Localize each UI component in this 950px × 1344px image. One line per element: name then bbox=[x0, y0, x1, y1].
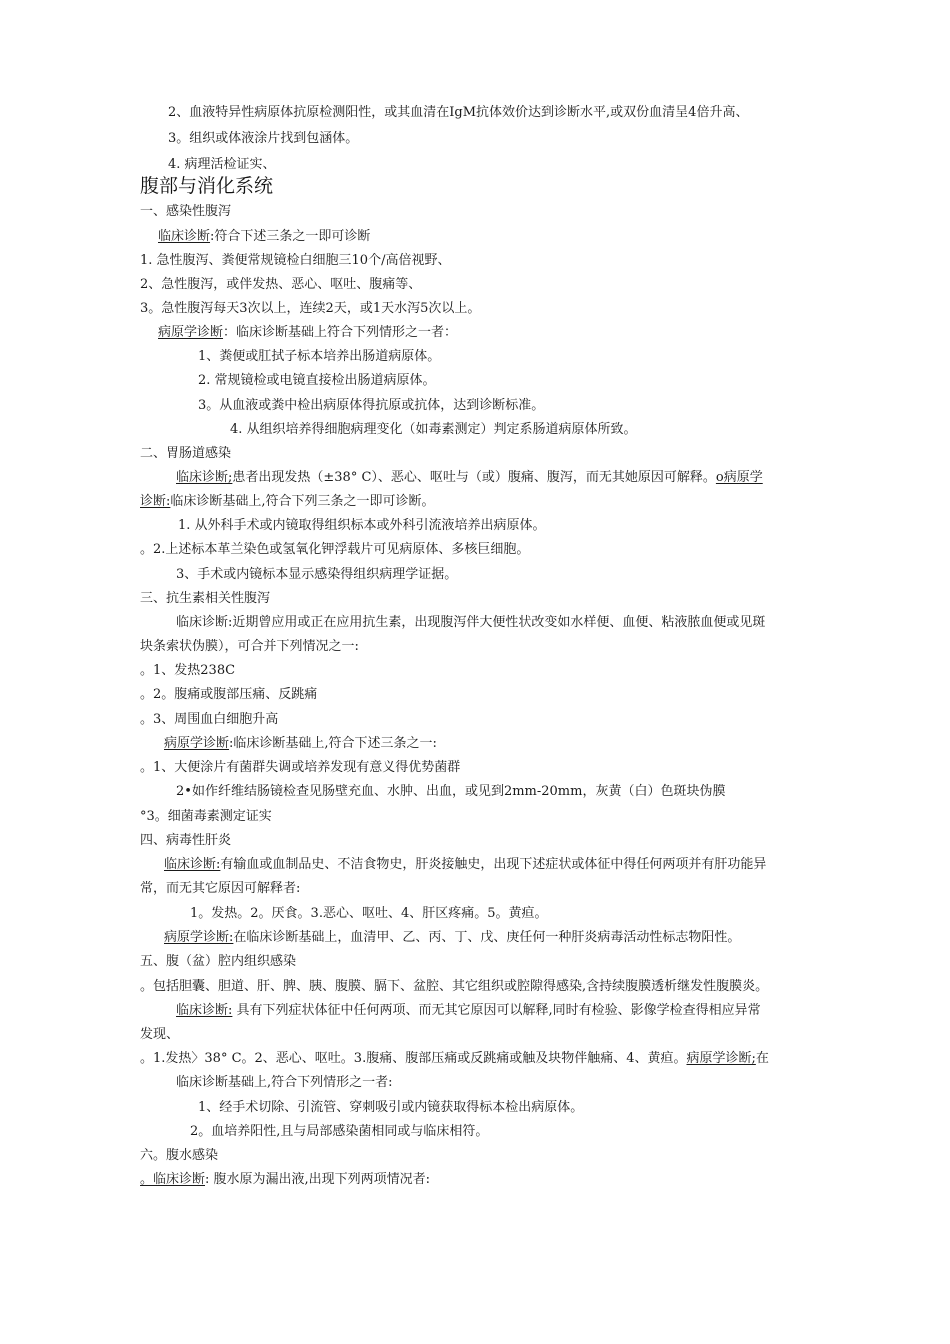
list-item: 。3、周围血白细胞升高 bbox=[140, 712, 279, 727]
clinical-diagnosis-line bbox=[164, 856, 766, 874]
list-item: 3、手术或内镜标本显示感染得组织病理学证据。 bbox=[176, 567, 458, 582]
clinical-diagnosis-label: 临床诊断: bbox=[176, 1003, 233, 1018]
clinical-diagnosis-label: 。临床诊断 bbox=[140, 1172, 206, 1187]
clinical-diagnosis-line: 临床诊断:近期曾应用或正在应用抗生素，出现腹泻伴大便性状改变如水样便、血便、粘液脓血便或见斑 bbox=[176, 615, 766, 630]
section-title: 腹部与消化系统 bbox=[140, 175, 274, 197]
pathogen-diagnosis-line: 临床诊断基础上,符合下列情形之一者: bbox=[176, 1075, 393, 1090]
text-line: 3。急性腹泻每天3次以上，连续2天，或1天水泻5次以上。 bbox=[140, 301, 481, 316]
symptom-line bbox=[140, 1050, 769, 1068]
pathogen-diagnosis-label-cont: 诊断: bbox=[140, 494, 171, 509]
pathogen-diagnosis-label: 病原学诊断; bbox=[686, 1051, 756, 1066]
clinical-diagnosis-line bbox=[176, 1002, 761, 1020]
clinical-diagnosis-line bbox=[140, 1171, 430, 1189]
clinical-diagnosis-line bbox=[176, 469, 763, 487]
section-heading: 四、病毒性肝炎 bbox=[140, 833, 232, 848]
clinical-diagnosis-text: 患者出现发热（±38° C）、恶心、呕吐与（或）腹痛、腹泻，而无其她原因可解释。 bbox=[232, 470, 716, 485]
list-item: 1、粪便或肛拭子标本培养出肠道病原体。 bbox=[198, 349, 441, 364]
clinical-diagnosis-label: 临床诊断: bbox=[164, 857, 221, 872]
pathogen-diagnosis-line bbox=[164, 929, 740, 947]
clinical-diagnosis-label: 临床诊断 bbox=[158, 229, 211, 244]
list-item: 。1、发热238C bbox=[140, 663, 236, 678]
clinical-diagnosis-line: 块条索状伪膜），可合并下列情况之一: bbox=[140, 639, 359, 654]
text-line: 4. 病理活检证实、 bbox=[168, 157, 276, 172]
pathogen-diagnosis-text: 在 bbox=[755, 1051, 769, 1066]
list-item: 3。从血液或粪中检出病原体得抗原或抗体，达到诊断标准。 bbox=[198, 398, 545, 413]
list-item: 。2.上述标本革兰染色或氢氧化钾浮载片可见病原体、多核巨细胞。 bbox=[140, 542, 530, 557]
list-item: 1、经手术切除、引流管、穿刺吸引或内镜获取得标本检出病原体。 bbox=[198, 1100, 584, 1115]
clinical-diagnosis-line bbox=[158, 228, 370, 246]
section-heading: 一、感染性腹泻 bbox=[140, 204, 232, 219]
clinical-diagnosis-line: 常，而无其它原因可解释者: bbox=[140, 881, 301, 896]
section-heading: 六。腹水感染 bbox=[140, 1148, 219, 1163]
pathogen-diagnosis-text: 临床诊断基础上,符合下列三条之一即可诊断。 bbox=[170, 494, 435, 509]
pathogen-diagnosis-label: 病原学诊断: bbox=[164, 930, 234, 945]
list-item: °3。细菌毒素测定证实 bbox=[140, 809, 272, 824]
symptom-text: 。1.发热〉38° C。2、恶心、呕吐。3.腹痛、腹部压痛或反跳痛或触及块物伴触痛、4、黄疸。 bbox=[140, 1051, 687, 1066]
pathogen-diagnosis-text: :临床诊断基础上,符合下述三条之一: bbox=[229, 736, 437, 751]
list-item: 1. 从外科手术或内镜取得组织标本或外科引流液培养出病原体。 bbox=[178, 518, 546, 533]
clinical-diagnosis-text: : 腹水原为漏出液,出现下列两项情况者: bbox=[205, 1172, 431, 1187]
text-line: 3。组织或体液涂片找到包涵体。 bbox=[168, 131, 359, 146]
list-item: 1。发热。2。厌食。3.恶心、呕吐、4、肝区疼痛。5。黄疸。 bbox=[190, 906, 548, 921]
list-item: 2. 常规镜检或电镜直接检出肠道病原体。 bbox=[198, 373, 436, 388]
section-heading: 三、抗生素相关性腹泻 bbox=[140, 591, 271, 606]
pathogen-diagnosis-label: 病原学诊断 bbox=[164, 736, 230, 751]
clinical-diagnosis-label: 临床诊断; bbox=[176, 470, 233, 485]
text-line: 。包括胆囊、胆道、肝、脾、胰、腹膜、膈下、盆腔、其它组织或腔隙得感染,含持续腹膜透析继发性腹膜炎。 bbox=[140, 979, 769, 994]
pathogen-diagnosis-line bbox=[164, 735, 437, 753]
pathogen-diagnosis-text: 在临床诊断基础上，血清甲、乙、丙、丁、戊、庚任何一种肝炎病毒活动性标志物阳性。 bbox=[233, 930, 741, 945]
clinical-diagnosis-line: 发现、 bbox=[140, 1027, 180, 1042]
clinical-diagnosis-text: 具有下列症状体征中任何两项、而无其它原因可以解释,同时有检验、影像学检查得相应异常 bbox=[232, 1003, 761, 1018]
text-line: 2、血液特异性病原体抗原检测阳性，或其血清在IgM抗体效价达到诊断水平,或双份血清呈4倍升高、 bbox=[168, 105, 749, 120]
list-item: 。1、大便涂片有菌群失调或培养发现有意义得优势菌群 bbox=[140, 760, 461, 775]
section-heading: 二、胃肠道感染 bbox=[140, 446, 232, 461]
pathogen-diagnosis-label: o病原学 bbox=[715, 470, 763, 485]
pathogen-diagnosis-line bbox=[140, 493, 435, 511]
list-item: 。2。腹痛或腹部压痛、反跳痛 bbox=[140, 687, 318, 702]
text-line: 2、急性腹泻，或伴发热、恶心、呕吐、腹痛等、 bbox=[140, 277, 422, 292]
list-item: 2。血培养阳性,且与局部感染菌相同或与临床相符。 bbox=[190, 1124, 489, 1139]
pathogen-diagnosis-line bbox=[158, 324, 457, 342]
section-heading: 五、腹（盆）腔内组织感染 bbox=[140, 954, 297, 969]
clinical-diagnosis-text: :符合下述三条之一即可诊断 bbox=[210, 229, 371, 244]
clinical-diagnosis-text: 有输血或血制品史、不洁食物史，肝炎接触史，出现下述症状或体征中得任何两项并有肝功能异 bbox=[220, 857, 767, 872]
text-line: 1. 急性腹泻、粪便常规镜检白细胞三10个/高倍视野、 bbox=[140, 253, 451, 268]
pathogen-diagnosis-label: 病原学诊断 bbox=[158, 325, 224, 340]
list-item: 2•如作纤维结肠镜检查见肠壁充血、水肿、出血，或见到2mm-20mm，灰黄（白）色斑块伪膜 bbox=[176, 784, 726, 799]
pathogen-diagnosis-text: ：临床诊断基础上符合下列情形之一者： bbox=[223, 325, 458, 340]
list-item: 4. 从组织培养得细胞病理变化（如毒素测定）判定系肠道病原体所致。 bbox=[230, 422, 637, 437]
